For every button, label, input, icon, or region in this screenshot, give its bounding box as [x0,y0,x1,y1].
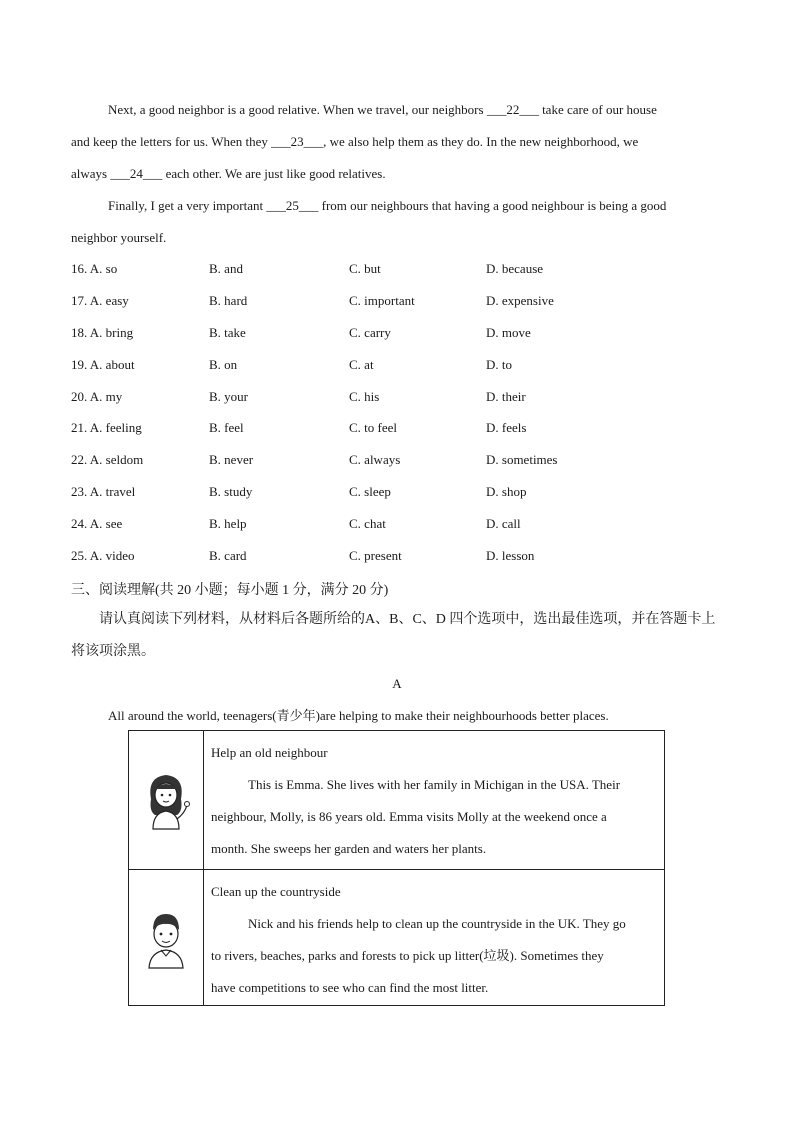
row-line: This is Emma. She lives with her family in Michigan in the USA. Their [248,777,621,792]
option-a: 17. A. easy [71,293,129,308]
option-b: B. study [209,484,253,499]
option-a: 22. A. seldom [71,452,144,467]
question-16-options [71,253,722,285]
question-20-options [71,381,722,413]
question-24-options [71,508,722,540]
cloze-line: always ___24___ each other. We are just like good relatives. [71,166,386,181]
option-b: B. on [209,357,238,372]
option-d: D. because [486,261,544,276]
question-25-options [71,540,722,572]
image-cell [129,870,204,1006]
row-heading: Help an old neighbour [211,745,328,760]
option-a: 21. A. feeling [71,420,142,435]
question-17-options [71,285,722,317]
option-b: B. help [209,516,247,531]
question-18-options [71,317,722,349]
option-b: B. and [209,261,243,276]
row-line: have competitions to see who can find the most litter. [211,980,489,995]
option-c: C. important [349,293,415,308]
option-b: B. feel [209,420,244,435]
option-d: D. feels [486,420,527,435]
option-c: C. carry [349,325,391,340]
instruction-line: 将该项涂黑。 [71,644,155,659]
question-22-options [71,444,722,476]
option-b: B. your [209,389,248,404]
row-line: neighbour, Molly, is 86 years old. Emma visits Molly at the weekend once a [211,809,607,824]
option-d: D. to [486,357,512,372]
cloze-paragraph-1 [71,94,722,190]
option-c: C. present [349,548,402,563]
option-c: C. chat [349,516,386,531]
boy-portrait-icon [137,908,195,970]
option-d: D. call [486,516,521,531]
option-c: C. always [349,452,401,467]
option-c: C. but [349,261,381,276]
option-b: B. hard [209,293,248,308]
option-a: 18. A. bring [71,325,134,340]
option-d: D. their [486,389,526,404]
girl-portrait-icon [137,769,195,831]
image-cell [129,731,204,869]
row-line: to rivers, beaches, parks and forests to pick up litter(垃圾). Sometimes they [211,948,604,963]
section-title: 三、阅读理解(共 20 小题；每小题 1 分，满分 20 分) [71,583,389,598]
table-row [129,731,664,870]
row-line: Nick and his friends help to clean up the countryside in the UK. They go [248,916,626,931]
option-b: B. take [209,325,246,340]
passage-table [128,730,665,1006]
cloze-line: neighbor yourself. [71,230,167,245]
option-a: 19. A. about [71,357,135,372]
option-a: 23. A. travel [71,484,136,499]
option-a: 16. A. so [71,261,118,276]
option-c: C. his [349,389,380,404]
option-d: D. sometimes [486,452,558,467]
option-a: 24. A. see [71,516,123,531]
row-text [211,876,657,1004]
question-19-options [71,349,722,381]
instruction-paragraph [71,604,722,668]
option-b: B. card [209,548,247,563]
option-d: D. expensive [486,293,554,308]
table-row [129,870,664,1006]
cloze-line: Finally, I get a very important ___25___ from our neighbours that having a good neighbour is being a good [108,198,667,213]
passage-label: A [392,676,402,691]
question-21-options [71,412,722,444]
cloze-line: Next, a good neighbor is a good relative. When we travel, our neighbors ___22___ take care of our house [108,102,657,117]
passage-intro: All around the world, teenagers(青少年)are helping to make their neighbourhoods better places. [108,708,609,723]
option-a: 25. A. video [71,548,135,563]
option-c: C. to feel [349,420,398,435]
question-23-options [71,476,722,508]
instruction-line: 请认真阅读下列材料，从材料后各题所给的A、B、C、D 四个选项中，选出最佳选项，并在答题卡上 [99,612,716,627]
option-c: C. at [349,357,374,372]
option-a: 20. A. my [71,389,123,404]
option-d: D. lesson [486,548,535,563]
row-text [211,737,657,865]
option-d: D. shop [486,484,527,499]
option-c: C. sleep [349,484,391,499]
row-heading: Clean up the countryside [211,884,341,899]
row-line: month. She sweeps her garden and waters her plants. [211,841,487,856]
option-d: D. move [486,325,531,340]
cloze-line: and keep the letters for us. When they ___23___, we also help them as they do. In the new neighborhood, we [71,134,639,149]
cloze-paragraph-2 [71,190,722,254]
option-b: B. never [209,452,254,467]
